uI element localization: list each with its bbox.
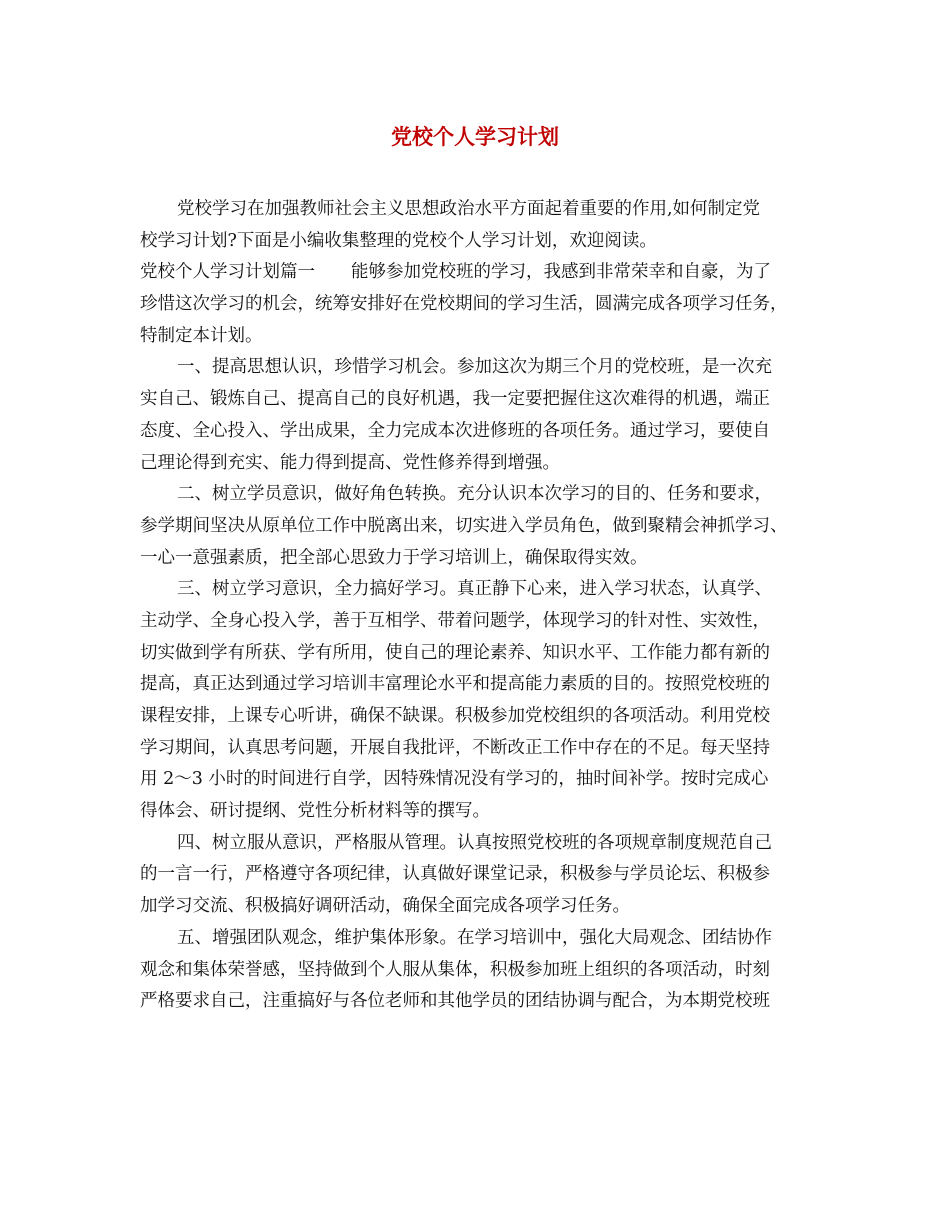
paragraph-4-line: 四、树立服从意识，严格服从管理。认真按照党校班的各项规章制度规范自己 bbox=[177, 832, 772, 853]
section-line: 能够参加党校班的学习，我感到非常荣幸和自豪，为了 bbox=[351, 262, 771, 283]
paragraph-4-line: 的一言一行，严格遵守各项纪律，认真做好课堂记录，积极参与学员论坛、积极参 bbox=[140, 864, 770, 885]
paragraph-1-line: 态度、全心投入、学出成果，全力完成本次进修班的各项任务。通过学习，要使自 bbox=[140, 420, 770, 441]
section-heading-line bbox=[140, 257, 830, 289]
section-line: 珍惜这次学习的机会，统筹安排好在党校期间的学习生活，圆满完成各项学习任务， bbox=[140, 294, 788, 315]
paragraph-3-line: 用 2～3 小时的时间进行自学，因特殊情况没有学习的，抽时间补学。按时完成心 bbox=[140, 769, 769, 790]
paragraph-3-line: 学习期间，认真思考问题，开展自我批评，不断改正工作中存在的不足。每天坚持 bbox=[140, 737, 770, 758]
paragraph-3-line: 提高，真正达到通过学习培训丰富理论水平和提高能力素质的目的。按照党校班的 bbox=[140, 674, 770, 695]
paragraph-4-line: 加学习交流、积极搞好调研活动，确保全面完成各项学习任务。 bbox=[140, 896, 630, 917]
paragraph-5-line: 严格要求自己，注重搞好与各位老师和其他学员的团结协调与配合，为本期党校班 bbox=[140, 991, 770, 1012]
paragraph-5-line: 五、增强团队观念，维护集体形象。在学习培训中，强化大局观念、团结协作 bbox=[177, 927, 772, 948]
paragraph-1-line: 己理论得到充实、能力得到提高、党性修养得到增强。 bbox=[140, 452, 560, 473]
paragraph-2-line: 二、树立学员意识，做好角色转换。充分认识本次学习的目的、任务和要求， bbox=[177, 484, 772, 505]
paragraph-3-line: 切实做到学有所获、学有所用，使自己的理论素养、知识水平、工作能力都有新的 bbox=[140, 642, 770, 663]
paragraph-5-line: 观念和集体荣誉感，坚持做到个人服从集体，积极参加班上组织的各项活动，时刻 bbox=[140, 959, 770, 980]
intro-line: 校学习计划?下面是小编收集整理的党校个人学习计划，欢迎阅读。 bbox=[140, 230, 657, 251]
document-body bbox=[140, 194, 830, 1018]
document-title: 党校个人学习计划 bbox=[391, 124, 559, 149]
paragraph-1-line: 实自己、锻炼自己、提高自己的良好机遇，我一定要把握住这次难得的机遇，端正 bbox=[140, 389, 770, 410]
paragraph-3-line: 三、树立学习意识，全力搞好学习。真正静下心来，进入学习状态，认真学、 bbox=[177, 579, 772, 600]
paragraph-3-line: 主动学、全身心投入学，善于互相学、带着问题学，体现学习的针对性、实效性， bbox=[140, 610, 770, 631]
paragraph-2-line: 参学期间坚决从原单位工作中脱离出来，切实进入学员角色，做到聚精会神抓学习、 bbox=[140, 515, 788, 536]
paragraph-2-line: 一心一意强素质，把全部心思致力于学习培训上，确保取得实效。 bbox=[140, 547, 648, 568]
paragraph-3-line: 课程安排，上课专心听讲，确保不缺课。积极参加党校组织的各项活动。利用党校 bbox=[140, 706, 770, 726]
section-line: 特制定本计划。 bbox=[140, 325, 263, 346]
intro-line: 党校学习在加强教师社会主义思想政治水平方面起着重要的作用,如何制定党 bbox=[177, 199, 761, 219]
paragraph-3-line: 得体会、研讨提纲、党性分析材料等的撰写。 bbox=[140, 801, 490, 822]
paragraph-1-line: 一、提高思想认识，珍惜学习机会。参加这次为期三个月的党校班，是一次充 bbox=[177, 357, 772, 378]
section-heading: 党校个人学习计划篇一 bbox=[140, 262, 315, 283]
